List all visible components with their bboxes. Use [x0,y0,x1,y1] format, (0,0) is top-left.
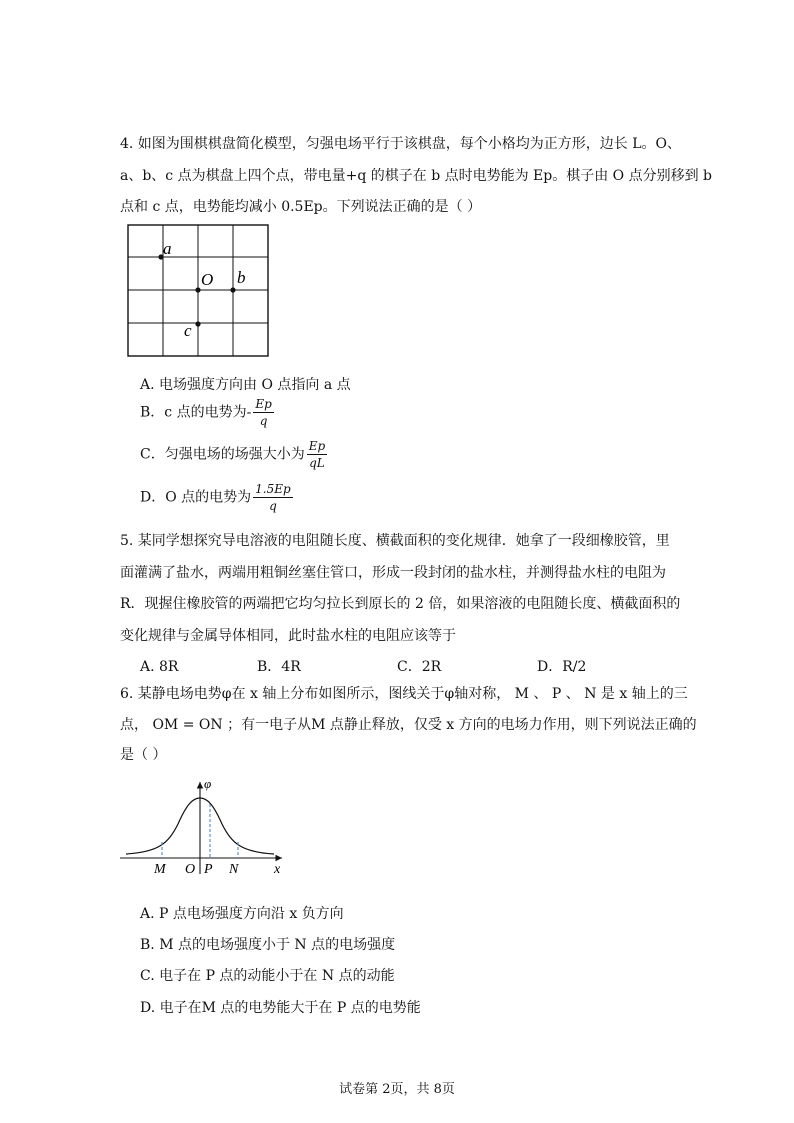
q5-option-a: A. 8R [140,659,179,675]
o-label: O [185,862,196,877]
label-a: a [163,239,172,258]
q5-stem-line-4: 变化规律与金属导体相同，此时盐水柱的电阻应该等于 [120,628,456,644]
q6-option-a: A. P 点电场强度方向沿 x 负方向 [140,906,344,922]
q4-option-d-fraction [253,481,293,514]
page-footer: 试卷第 2页，共 8页 [339,1082,455,1097]
q6-option-d: D. 电子在M 点的电势能大于在 P 点的电势能 [140,1000,421,1016]
q4-stem-line-2: a、b、c 点为棋盘上四个点，带电量+q 的棋子在 b 点时电势能为 Ep。棋子由 O 点分别移到 b [120,168,713,184]
q4-option-d [140,481,293,514]
q4-option-c [140,438,327,471]
q6-stem-line-2: 点， OM = ON ；有一电子从M 点静止释放，仅受 x 方向的电场力作用，则下列说法正确的 [120,717,697,733]
q4-option-b-text: B．c 点的电势为- [140,404,252,421]
q4-option-d-text: D．O 点的电势为 [140,489,252,506]
q5-option-b: B．4R [257,659,301,675]
go-board-figure [126,224,272,360]
q6-option-b: B. M 点的电场强度小于 N 点的电场强度 [140,937,396,953]
p-label: P [204,862,213,877]
q6-stem-line-1: 6. 某静电场电势φ在 x 轴上分布如图所示，图线关于φ轴对称， M 、 P 、 N 是 x 轴上的三 [120,686,688,702]
label-b: b [237,268,246,287]
q4-option-d-numerator: 1.5Ep [255,482,291,496]
q4-stem-line-1: 4. 如图为围棋棋盘简化模型，匀强电场平行于该棋盘，每个小格均为正方形，边长 L。O、 [120,136,682,152]
point-b [230,287,235,292]
q6-stem-line-3: 是（ ） [120,747,167,763]
point-o [195,287,200,292]
q4-option-b-denominator: q [259,414,268,428]
q5-stem-line-2: 面灌满了盐水，两端用粗铜丝塞住管口，形成一段封闭的盐水柱，并测得盐水柱的电阻为 [120,565,666,581]
q4-option-b-fraction [253,396,273,429]
q4-option-c-denominator: qL [309,456,325,470]
label-o: O [201,270,214,289]
q4-stem-line-3: 点和 c 点，电势能均减小 0.5Ep。下列说法正确的是（ ） [120,199,482,215]
q4-option-c-fraction [307,438,327,471]
label-c: c [184,321,192,340]
q4-option-d-denominator: q [269,499,277,513]
potential-graph [118,772,290,880]
m-label: M [154,862,166,877]
q5-option-c: C．2R [397,659,442,675]
n-label: N [229,862,239,877]
q4-option-c-numerator: Ep [308,439,326,453]
q6-option-c: C. 电子在 P 点的动能小于在 N 点的动能 [140,968,395,984]
phi-label: φ [204,776,212,791]
q4-option-a: A. 电场强度方向由 O 点指向 a 点 [140,377,351,393]
q4-option-c-text: C．匀强电场的场强大小为 [140,446,305,463]
point-c [195,321,200,326]
q5-option-d: D．R/2 [537,659,587,675]
q5-stem-line-3: R．现握住橡胶管的两端把它均匀拉长到原长的 2 倍，如果溶液的电阻随长度、横截面积的 [120,596,681,612]
q5-stem-line-1: 5. 某同学想探究导电溶液的电阻随长度、横截面积的变化规律．她拿了一段细橡胶管，里 [120,533,670,549]
q4-option-b [140,396,274,429]
q4-option-b-numerator: Ep [255,397,272,411]
x-label: x [274,862,281,877]
